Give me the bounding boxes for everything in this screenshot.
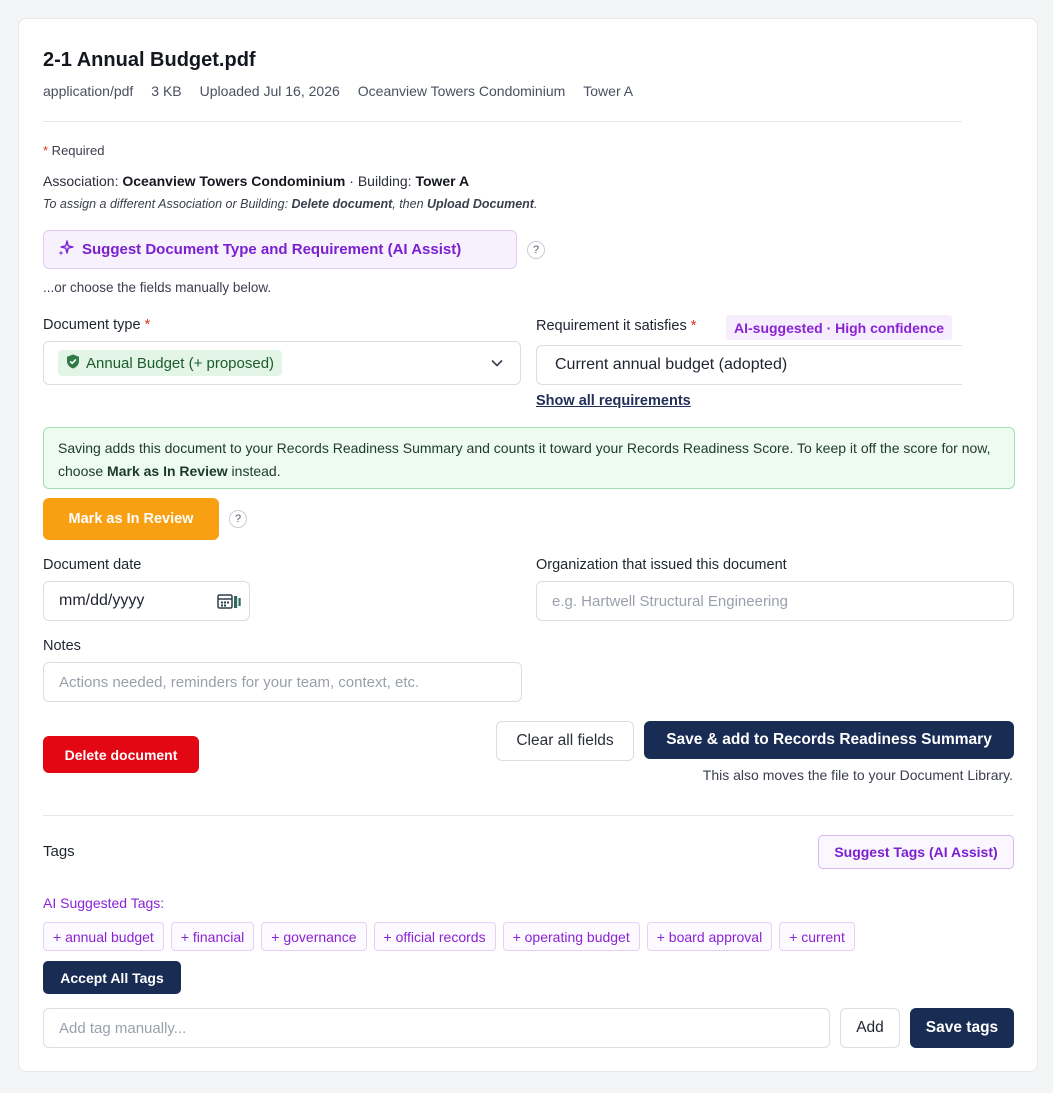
association-line: Association: Oceanview Towers Condominium · Building: Tower A [43, 173, 470, 189]
help-icon[interactable]: ? [229, 510, 247, 528]
calendar-icon[interactable] [217, 593, 243, 616]
suggested-tag[interactable]: + governance [261, 922, 366, 951]
notes-label: Notes [43, 638, 81, 654]
tag-input[interactable]: Add tag manually... [43, 1008, 830, 1048]
doc-type-value: Annual Budget (+ proposed) [86, 354, 275, 372]
score-notice: Saving adds this document to your Records Readiness Summary and counts it toward your Records Readiness Score. To keep it off the score for now, choose Mark as In Review instead. [43, 427, 1015, 489]
save-and-add-button[interactable]: Save & add to Records Readiness Summary [644, 721, 1014, 759]
mark-in-review-button[interactable]: Mark as In Review [43, 498, 219, 540]
assign-note: To assign a different Association or Building: Delete document, then Upload Document. [43, 197, 538, 211]
org-input[interactable]: e.g. Hartwell Structural Engineering [536, 581, 1014, 621]
document-meta [43, 83, 633, 99]
suggested-tag[interactable]: + official records [374, 922, 496, 951]
manual-hint: ...or choose the fields manually below. [43, 280, 272, 295]
doc-type-label: Document type * [43, 317, 151, 333]
doc-date-value: mm/dd/yyyy [59, 592, 145, 609]
ai-assist-label: Suggest Document Type and Requirement (AI Assist) [82, 241, 462, 258]
ai-assist-button[interactable] [43, 230, 517, 269]
doc-date-input[interactable] [43, 581, 250, 621]
notes-input[interactable]: Actions needed, reminders for your team, context, etc. [43, 662, 522, 702]
accept-all-tags-button[interactable]: Accept All Tags [43, 961, 181, 994]
doc-type-chip [58, 350, 282, 376]
requirement-select[interactable]: Current annual budget (adopted) [536, 345, 962, 385]
doc-type-select[interactable] [43, 341, 521, 385]
document-card [18, 18, 1038, 1072]
show-all-requirements-link[interactable]: Show all requirements [536, 393, 691, 409]
meta-association: Oceanview Towers Condominium [357, 83, 566, 99]
clear-all-fields-button[interactable]: Clear all fields [496, 721, 634, 761]
mime-type: application/pdf [43, 83, 134, 99]
suggested-tags [43, 922, 855, 951]
suggested-tag[interactable]: + current [779, 922, 855, 951]
suggested-tag[interactable]: + annual budget [43, 922, 164, 951]
suggested-tag[interactable]: + board approval [647, 922, 772, 951]
requirement-label: Requirement it satisfies * [536, 318, 697, 334]
required-note: * Required [43, 143, 105, 158]
file-size: 3 KB [151, 83, 182, 99]
add-tag-button[interactable]: Add [840, 1008, 900, 1048]
document-title: 2-1 Annual Budget.pdf [43, 49, 256, 71]
save-note: This also moves the file to your Document Library. [702, 767, 1013, 783]
doc-date-label: Document date [43, 557, 142, 573]
suggested-tag[interactable]: + operating budget [503, 922, 640, 951]
shield-check-icon [66, 354, 80, 373]
help-icon[interactable]: ? [527, 241, 545, 259]
chevron-down-icon [490, 356, 504, 375]
org-label: Organization that issued this document [536, 557, 787, 573]
delete-document-button[interactable]: Delete document [43, 736, 199, 773]
ai-confidence-badge: AI-suggested · High confidence [726, 315, 952, 340]
meta-building: Tower A [583, 83, 634, 99]
suggested-tag[interactable]: + financial [171, 922, 254, 951]
upload-date: Uploaded Jul 16, 2026 [199, 83, 340, 99]
sparkle-icon [58, 240, 74, 260]
divider [43, 815, 1014, 816]
save-tags-button[interactable]: Save tags [910, 1008, 1014, 1048]
suggest-tags-button[interactable]: Suggest Tags (AI Assist) [818, 835, 1014, 869]
ai-suggested-tags-label: AI Suggested Tags: [43, 895, 165, 911]
tags-title: Tags [43, 843, 75, 860]
divider [43, 121, 962, 122]
